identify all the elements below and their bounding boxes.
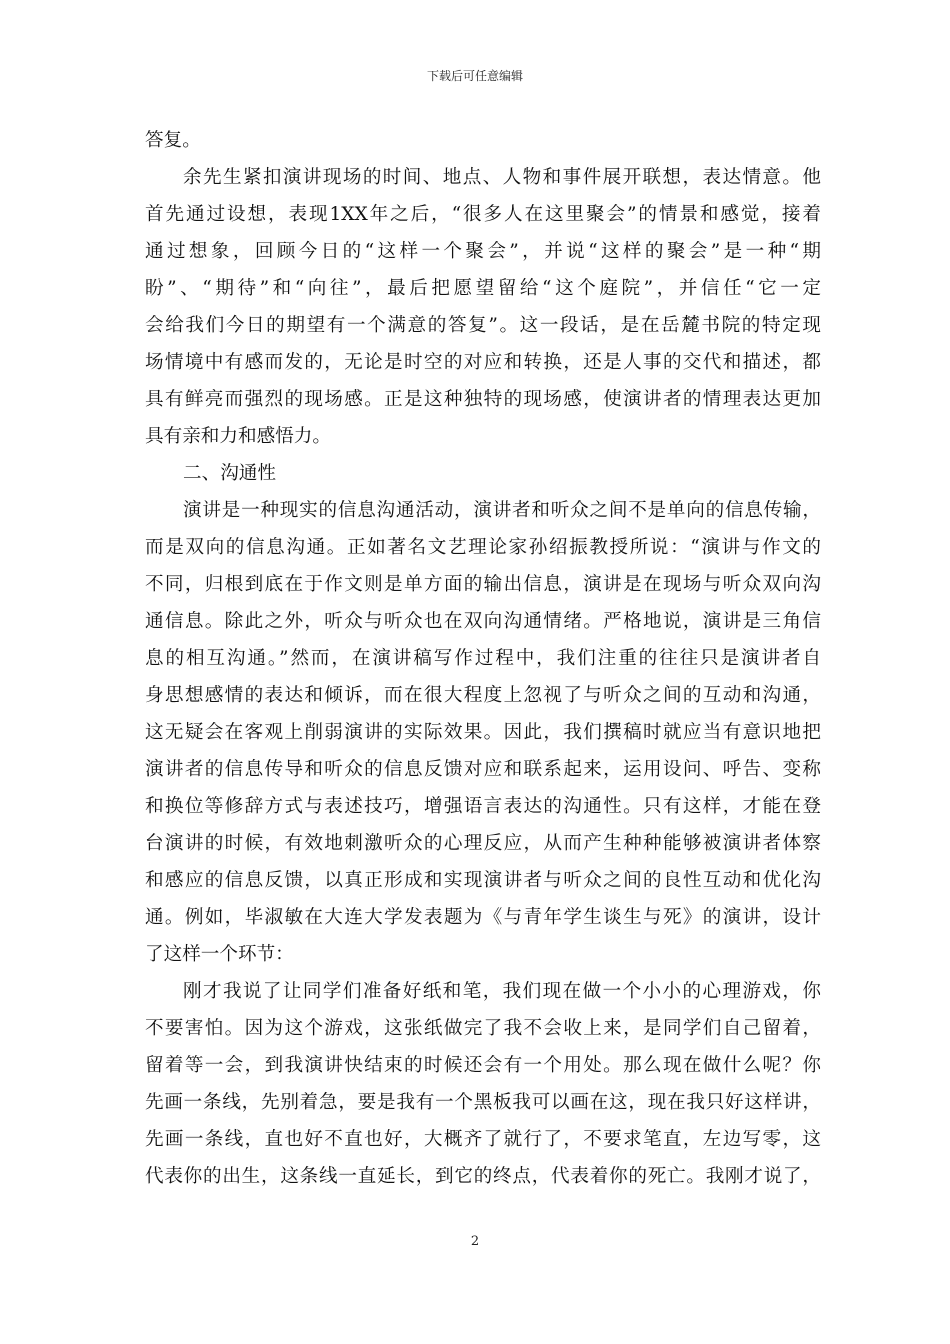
text-line: 息的相互沟通。”然而，在演讲稿写作过程中，我们注重的往往只是演讲者自	[145, 648, 821, 669]
quote-line: 先画一条线，直也好不直也好，大概齐了就行了，不要求笔直，左边写零，这	[145, 1129, 821, 1150]
section-heading: 二、沟通性	[183, 463, 276, 484]
page-header: 下载后可任意编辑	[426, 69, 523, 83]
text-line: 和感应的信息反馈，以真正形成和实现演讲者与听众之间的良性互动和优化沟	[145, 870, 821, 891]
text-line: 了这样一个环节：	[145, 944, 294, 965]
text-line: 这无疑会在客观上削弱演讲的实际效果。因此，我们撰稿时就应当有意识地把	[145, 722, 821, 743]
text-line: 答复。	[145, 130, 201, 151]
text-line: 盼”、“期待”和“向往”，最后把愿望留给“这个庭院”，并信任“它一定	[145, 278, 821, 299]
text-line: 不同，归根到底在于作文则是单方面的输出信息，演讲是在现场与听众双向沟	[145, 574, 821, 595]
text-line: 首先通过设想，表现1XX年之后，“很多人在这里聚会”的情景和感觉，接着	[145, 204, 821, 225]
text-line: 而是双向的信息沟通。正如著名文艺理论家孙绍振教授所说：“演讲与作文的	[145, 537, 821, 558]
text-line: 通信息。除此之外，听众与听众也在双向沟通情绪。严格地说，演讲是三角信	[145, 611, 821, 632]
text-line: 场情境中有感而发的，无论是时空的对应和转换，还是人事的交代和描述，都	[145, 352, 821, 373]
text-line: 通过想象，回顾今日的“这样一个聚会”，并说“这样的聚会”是一种“期	[145, 241, 821, 262]
text-line: 身思想感情的表达和倾诉，而在很大程度上忽视了与听众之间的互动和沟通，	[145, 685, 821, 706]
quote-line: 代表你的出生，这条线一直延长，到它的终点，代表着你的死亡。我刚才说了，	[145, 1166, 821, 1187]
text-line: 会给我们今日的期望有一个满意的答复”。这一段话，是在岳麓书院的特定现	[145, 315, 821, 336]
page-number: 2	[470, 1234, 480, 1249]
text-line: 具有鲜亮而强烈的现场感。正是这种独特的现场感，使演讲者的情理表达更加	[145, 389, 821, 410]
text-line: 演讲者的信息传导和听众的信息反馈对应和联系起来，运用设问、呼告、变称	[145, 759, 821, 780]
body-text	[145, 122, 821, 1195]
quote-line: 刚才我说了让同学们准备好纸和笔，我们现在做一个小小的心理游戏，你	[183, 981, 821, 1002]
text-line: 和换位等修辞方式与表述技巧，增强语言表达的沟通性。只有这样，才能在登	[145, 796, 821, 817]
quote-line: 留着等一会，到我演讲快结束的时候还会有一个用处。那么现在做什么呢？你	[145, 1055, 821, 1076]
text-line: 台演讲的时候，有效地刺激听众的心理反应，从而产生种种能够被演讲者体察	[145, 833, 821, 854]
text-line: 通。例如，毕淑敏在大连大学发表题为《与青年学生谈生与死》的演讲，设计	[145, 907, 821, 928]
quote-line: 先画一条线，先别着急，要是我有一个黑板我可以画在这，现在我只好这样讲，	[145, 1092, 821, 1113]
text-line: 余先生紧扣演讲现场的时间、地点、人物和事件展开联想，表达情意。他	[183, 167, 821, 188]
text-line: 具有亲和力和感悟力。	[145, 426, 331, 447]
text-line: 演讲是一种现实的信息沟通活动，演讲者和听众之间不是单向的信息传输，	[183, 500, 821, 521]
quote-line: 不要害怕。因为这个游戏，这张纸做完了我不会收上来，是同学们自己留着，	[145, 1018, 821, 1039]
